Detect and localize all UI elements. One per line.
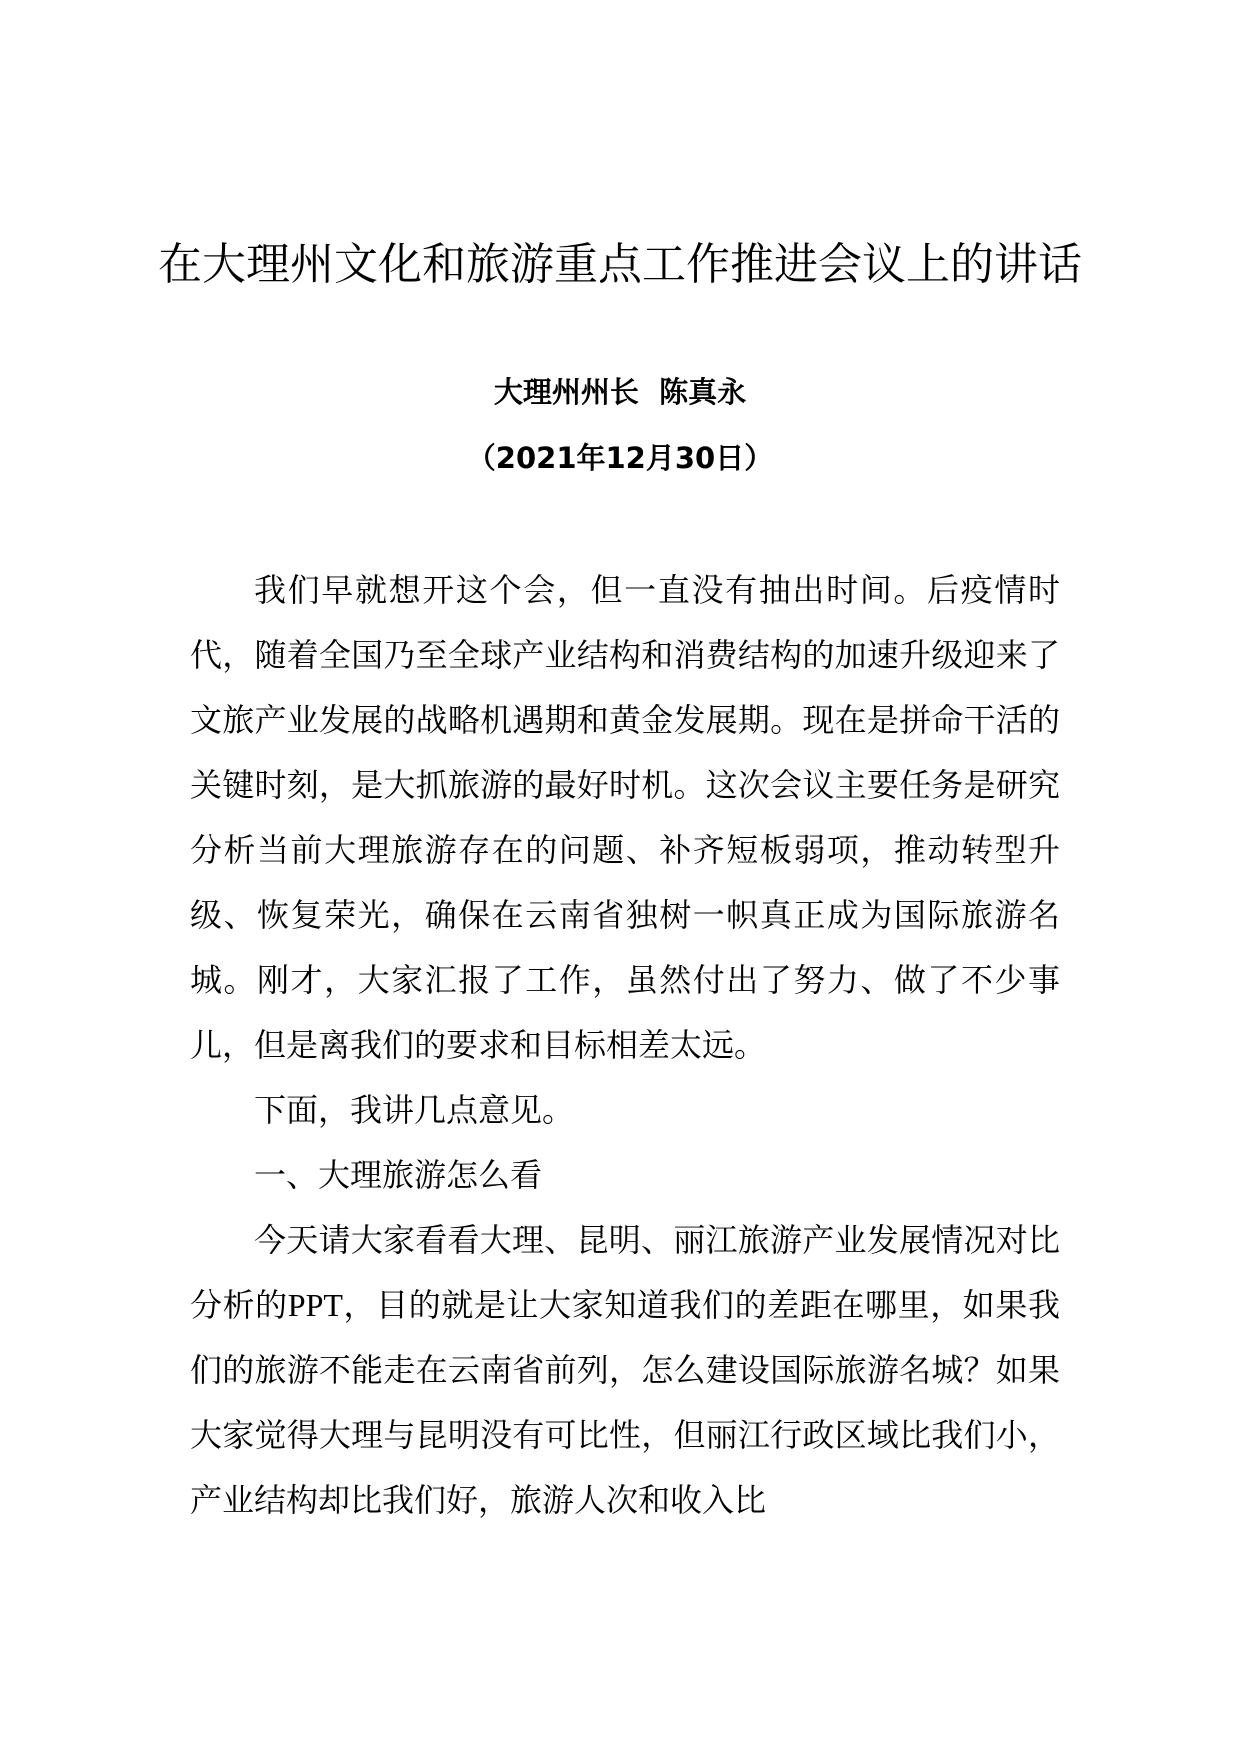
document-date: （2021年12月30日） (466, 441, 774, 475)
document-body (190, 558, 1060, 1533)
paragraph-3-part-1: 今天请大家看看大理、昆明、丽江旅游产业发展情况对比分析的 (190, 1221, 1060, 1324)
document-title: 在大理州文化和旅游重点工作推进会议上的讲话 (158, 239, 1082, 290)
paragraph-1: 我们早就想开这个会，但一直没有抽出时间。后疫情时代，随着全国乃至全球产业结构和消费结构的加速升级迎来了文旅产业发展的战略机遇期和黄金发展期。现在是拼命干活的关键时刻，是大抓旅游的最好时机。这次会议主要任务是研究分析当前大理旅游存在的问题、补齐短板弱项，推动转型升级、恢复荣光，确保在云南省独树一帜真正成为国际旅游名城。刚才，大家汇报了工作，虽然付出了努力、做了不少事儿，但是离我们的要求和目标相差太远。 (190, 571, 1060, 1064)
document-author: 大理州州长 陈真永 (493, 375, 747, 409)
paragraph-3 (190, 1208, 1060, 1533)
section-heading-1: 一、大理旅游怎么看 (254, 1156, 543, 1194)
paragraph-3-ppt: PPT (287, 1287, 343, 1323)
paragraph-3-part-2: ，目的就是让大家知道我们的差距在哪里，如果我们的旅游不能走在云南省前列，怎么建设国际旅游名城？如果大家觉得大理与昆明没有可比性，但丽江行政区域比我们小，产业结构却比我们好，旅游人次和收入比 (190, 1286, 1060, 1519)
paragraph-2: 下面，我讲几点意见。 (254, 1091, 575, 1129)
